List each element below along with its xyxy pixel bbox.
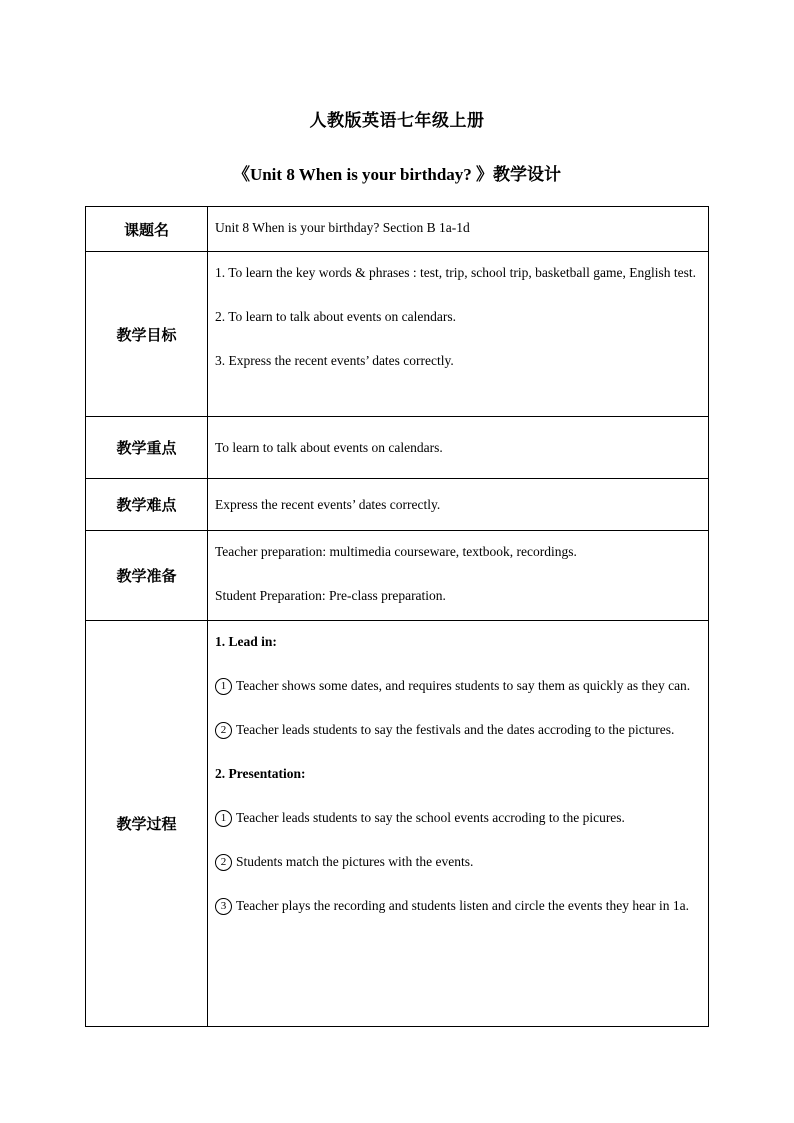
document-subtitle: 《Unit 8 When is your birthday? 》教学设计 [232,165,562,184]
step-number-badge: 3 [215,898,232,915]
row-label-key-points: 教学重点 [86,417,208,479]
difficulties-text: Express the recent events’ dates correctly. [215,496,441,512]
table-row-key-points [86,417,709,479]
table-row-process [86,621,709,1027]
preparation-item-2: Student Preparation: Pre-class preparation. [215,588,446,603]
preparation-item-1: Teacher preparation: multimedia courseware, textbook, recordings. [215,544,577,559]
document-title: 人教版英语七年级上册 [309,111,485,130]
row-label-process: 教学过程 [86,621,208,1027]
row-value-preparation [208,531,709,621]
process-step [215,714,700,745]
row-value-difficulties [208,479,709,531]
step-text: Teacher leads students to say the school events accroding to the picures. [236,810,625,825]
process-step [215,670,700,701]
process-step [215,846,700,877]
objective-item-3: 3. Express the recent events’ dates correctly. [215,353,454,368]
step-text: Teacher plays the recording and students listen and circle the events they hear in 1a. [236,898,690,913]
step-number-badge: 2 [215,722,232,739]
row-value-topic [208,207,709,252]
row-value-objectives [208,252,709,417]
lesson-plan-table [85,206,709,1027]
objective-item-1: 1. To learn the key words & phrases : test, trip, school trip, basketball game, English test. [215,265,696,280]
step-number-badge: 1 [215,678,232,695]
row-label-objectives: 教学目标 [86,252,208,417]
section-heading-presentation: 2. Presentation: [215,766,306,781]
row-label-difficulties: 教学难点 [86,479,208,531]
key-points-text: To learn to talk about events on calendars. [215,439,443,455]
row-label-topic: 课题名 [86,207,208,252]
topic-text: Unit 8 When is your birthday? Section B 1a-1d [215,220,470,235]
section-heading-lead-in: 1. Lead in: [215,634,277,649]
step-number-badge: 1 [215,810,232,827]
step-number-badge: 2 [215,854,232,871]
row-label-preparation: 教学准备 [86,531,208,621]
process-step [215,890,700,921]
step-text: Teacher shows some dates, and requires students to say them as quickly as they can. [236,678,691,693]
table-row-topic [86,207,709,252]
objective-item-2: 2. To learn to talk about events on calendars. [215,309,456,324]
step-text: Students match the pictures with the events. [236,854,474,869]
table-row-difficulties [86,479,709,531]
process-step [215,802,700,833]
table-row-preparation [86,531,709,621]
row-value-process [208,621,709,1027]
row-value-key-points [208,417,709,479]
step-text: Teacher leads students to say the festivals and the dates accroding to the pictures. [236,722,675,737]
table-row-objectives [86,252,709,417]
